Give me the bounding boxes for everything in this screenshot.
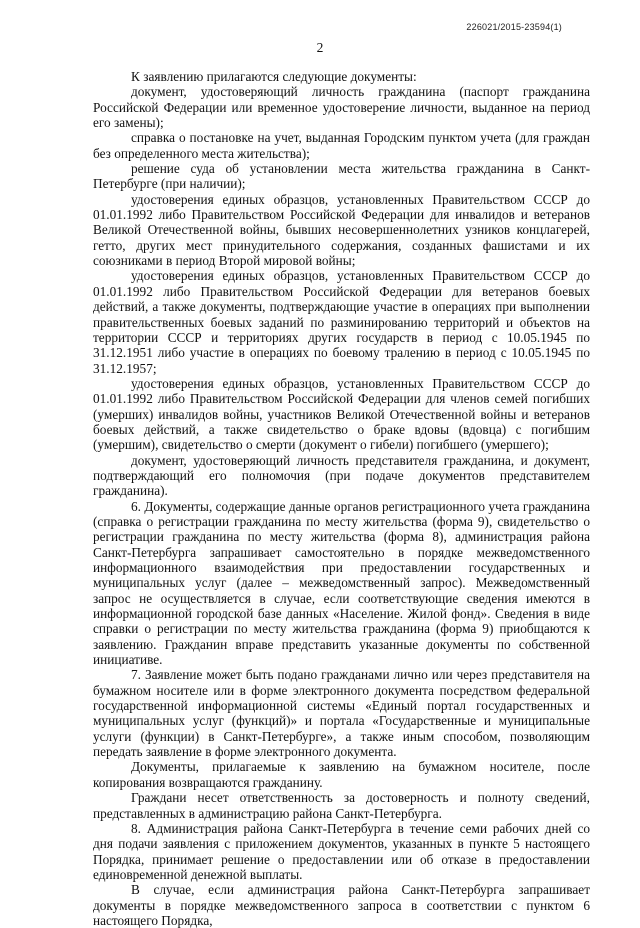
- paragraph-clause-6: 6. Документы, содержащие данные органов регистрационного учета гражданина (справка о регистрации гражданина по месту жительства (форма 9), свидетельство о регистрации гражданина по месту жительства (форма 8), администрация района Санкт-Петербурга запрашивает самостоятельно в порядке межведомственного информационного взаимодействия при предоставлении государственных и муниципальных услуг (далее – межведомственный запрос). Межведомственный запрос не осуществляется в случае, если соответствующие сведения имеются в информационной городской базе данных «Население. Жилой фонд». Сведения в виде справки о регистрации по месту жительства гражданина (форма 9) приобщаются к заявлению. Гражданин вправе представить указанные документы по собственной инициативе.: [93, 498, 590, 668]
- paragraph-clause-7: 7. Заявление может быть подано гражданами лично или через представителя на бумажном носителе или в форме электронного документа посредством федеральной государственной информационной системы «Единый портал государственных и муниципальных услуг (функций)» и портала «Государственные и муниципальные услуги (функции) в Санкт-Петербурге», а также иным способом, позволяющим передать заявление в форме электронного документа.: [93, 667, 590, 760]
- paragraph-clause-8: 8. Администрация района Санкт-Петербурга в течение семи рабочих дней со дня подачи заявления с приложением документов, указанных в пункте 5 настоящего Порядка, принимает решение о предоставлении или об отказе в предоставлении единовременной денежной выплаты.: [93, 820, 590, 882]
- document-id: 226021/2015-23594(1): [466, 22, 562, 32]
- paragraph-passport: документ, удостоверяющий личность гражданина (паспорт гражданина Российской Федерации или временное удостоверение личности, выданное на период его замены);: [93, 84, 590, 131]
- paragraph-invalids-veterans-ids: удостоверения единых образцов, установленных Правительством СССР до 01.01.1992 либо Правительством Российской Федерации для инвалидов и ветеранов Великой Отечественной войны, бывших несовершеннолетних узников концлагерей, гетто, других мест принудительного содержания, созданных фашистами и их союзниками в период Второй мировой войны;: [93, 191, 590, 269]
- paragraph-attachments-intro: К заявлению прилагаются следующие документы:: [131, 69, 417, 84]
- document-body: [93, 69, 590, 928]
- paragraph-family-members-ids: удостоверения единых образцов, установленных Правительством СССР до 01.01.1992 либо Правительством Российской Федерации для членов семей погибших (умерших) инвалидов войны, участников Великой Отечественной войны и ветеранов боевых действий, а также свидетельство о браке вдовы (вдовца) с погибшим (умершим), свидетельство о смерти (документ о гибели) погибшего (умершего);: [93, 375, 590, 453]
- paragraph-representative-docs: документ, удостоверяющий личность представителя гражданина, и документ, подтверждающий его полномочия (при подаче документов представителем гражданина).: [93, 452, 590, 499]
- paragraph-interagency-request: В случае, если администрация района Санкт-Петербурга запрашивает документы в порядке межведомственного запроса в соответствии с пунктом 6 настоящего Порядка,: [93, 882, 590, 928]
- paragraph-registration-certificate: справка о постановке на учет, выданная Городским пунктом учета (для граждан без определенного места жительства);: [93, 130, 590, 161]
- paragraph-combat-veterans-ids: удостоверения единых образцов, установленных Правительством СССР до 01.01.1992 либо Правительством Российской Федерации для ветеранов боевых действий, а также документы, подтверждающие участие в операциях при выполнении правительственных боевых заданий по разминированию территорий и объектов на территории СССР и территориях других государств в период с 10.05.1945 по 31.12.1951 либо участие в операциях по боевому тралению в период с 10.05.1945 по 31.12.1957;: [93, 268, 590, 376]
- paragraph-documents-returned: Документы, прилагаемые к заявлению на бумажном носителе, после копирования возвращаются гражданину.: [93, 759, 590, 790]
- page-number: 2: [316, 40, 324, 55]
- paragraph-responsibility: Граждани несет ответственность за достоверность и полноту сведений, представленных в администрацию района Санкт-Петербурга.: [93, 790, 590, 821]
- paragraph-court-decision: решение суда об установлении места жительства гражданина в Санкт-Петербурге (при наличии);: [93, 161, 590, 192]
